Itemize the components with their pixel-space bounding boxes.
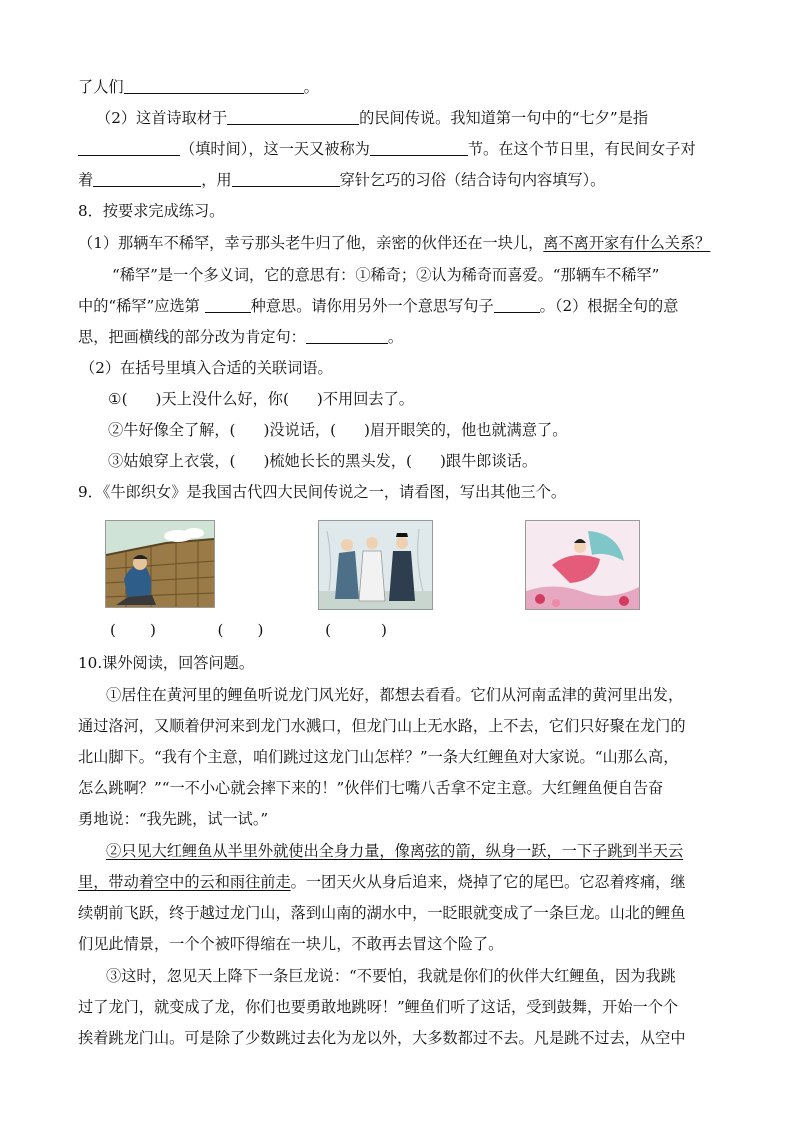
passage-p3-line3: 挨着跳龙门山。可是除了少数跳过去化为龙以外，大多数都过不去。凡是跳不过去，从空中 <box>78 1029 686 1047</box>
answer-blank[interactable] <box>205 296 251 313</box>
q9-title: 9．《牛郎织女》是我国古代四大民间传说之一，请看图，写出其他三个。 <box>78 483 567 501</box>
q8-sentence: （1）那辆车不稀罕，幸亏那头老牛归了他，亲密的伙伴还在一块儿，离不离开家有什么关系？ <box>78 234 711 252</box>
q8-conjunction-3: ③姑娘穿上衣裳，( )梳她长长的黑头发，( )跟牛郎谈话。 <box>108 452 538 470</box>
answer-blank[interactable] <box>370 139 468 156</box>
q10-title: 10.课外阅读，回答问题。 <box>78 654 255 672</box>
q8-definition-line: “稀罕”是一个多义词，它的意思有：①稀奇；②认为稀奇而喜爱。“那辆车不稀罕” <box>112 266 660 284</box>
q8-conjunction-1: ①( )天上没什么好，你( )不用回去了。 <box>108 390 414 408</box>
underlined-sentence: 离不离开家有什么关系？ <box>543 234 711 252</box>
passage-p2-line2: 里，带动着空中的云和雨往前走。一团天火从身后追来，烧掉了它的尾巴。它忍着疼痛，继 <box>78 873 686 891</box>
answer-blank[interactable] <box>227 108 359 125</box>
three-figures-illustration <box>319 521 432 609</box>
q8-title: 8．按要求完成练习。 <box>78 202 225 220</box>
passage-p3-line2: 过了龙门，就变成了龙，你们也要勇敢地跳呀！”鲤鱼们听了这话，受到鼓舞，开始一个个 <box>78 998 679 1016</box>
passage-p3-line1: ③这时，忽见天上降下一条巨龙说：“不要怕，我就是你们的伙伴大红鲤鱼，因为我跳 <box>106 967 676 985</box>
great-wall-illustration <box>106 521 214 607</box>
answer-blank[interactable] <box>494 296 540 313</box>
q7-part2-line3: 着 ，用 穿针乞巧的习俗（结合诗句内容填写）。 <box>78 171 606 189</box>
passage-p1-line5: 勇地说：“我先跳，试一试。” <box>78 810 269 828</box>
answer-blank[interactable] <box>124 77 304 94</box>
answer-blank[interactable] <box>93 170 201 187</box>
q7-part2-line2: （填时间），这一天又被称为 节。在这个节日里，有民间女子对 <box>78 138 738 160</box>
answer-blank[interactable] <box>306 327 388 344</box>
q7-continuation-line: 了人们 。 <box>78 78 319 96</box>
passage-p2-line4: 们见此情景，一个个被吓得缩在一块儿，不敢再去冒这个险了。 <box>78 935 504 953</box>
passage-p2-line1: ②只见大红鲤鱼从半里外就使出全身力量，像离弦的箭，纵身一跃，一下子跳到半天云 <box>106 842 684 860</box>
answer-blank[interactable] <box>232 170 340 187</box>
fairy-illustration <box>526 521 639 609</box>
answer-blank[interactable] <box>78 139 180 156</box>
q8-question-line2: 思，把画横线的部分改为肯定句： 。 <box>78 328 403 346</box>
legend-picture-three <box>525 520 640 610</box>
passage-p1-line3: 北山脚下。“我有个主意，咱们跳过这龙门山怎样？”一条大红鲤鱼对大家说。“山那么高， <box>78 748 679 766</box>
q7-part2-line1: （2）这首诗取材于 的民间传说。我知道第一句中的“七夕”是指 <box>96 109 649 127</box>
passage-p1-line2: 通过洛河，又顺着伊河来到龙门水溅口，但龙门山上无水路，上不去，它们只好聚在龙门的 <box>78 717 686 735</box>
q8-part2-title: （2）在括号里填入合适的关联词语。 <box>80 359 333 377</box>
meng-jiangnu-picture <box>105 520 215 608</box>
legend-picture-two <box>318 520 433 610</box>
passage-p2-line3: 续朝前飞跃，终于越过龙门山，落到山南的湖水中，一眨眼就变成了一条巨龙。山北的鲤鱼 <box>78 904 686 922</box>
passage-p1-line4: 怎么跳啊？”“一不小心就会摔下来的！”伙伴们七嘴八舌拿不定主意。大红鲤鱼便自告奋 <box>78 779 664 797</box>
q8-question-line1: 中的“稀罕”应选第 种意思。请你用另外一个意思写句子 。（2）根据全句的意 <box>78 297 679 315</box>
passage-p1-line1: ①居住在黄河里的鲤鱼听说龙门风光好，都想去看看。它们从河南孟津的黄河里出发， <box>106 686 684 704</box>
q9-answer-parens: ( ) ( ) ( ) <box>110 621 387 639</box>
q8-conjunction-2: ②牛好像全了解，( )没说话，( )眉开眼笑的，他也就满意了。 <box>108 421 568 439</box>
